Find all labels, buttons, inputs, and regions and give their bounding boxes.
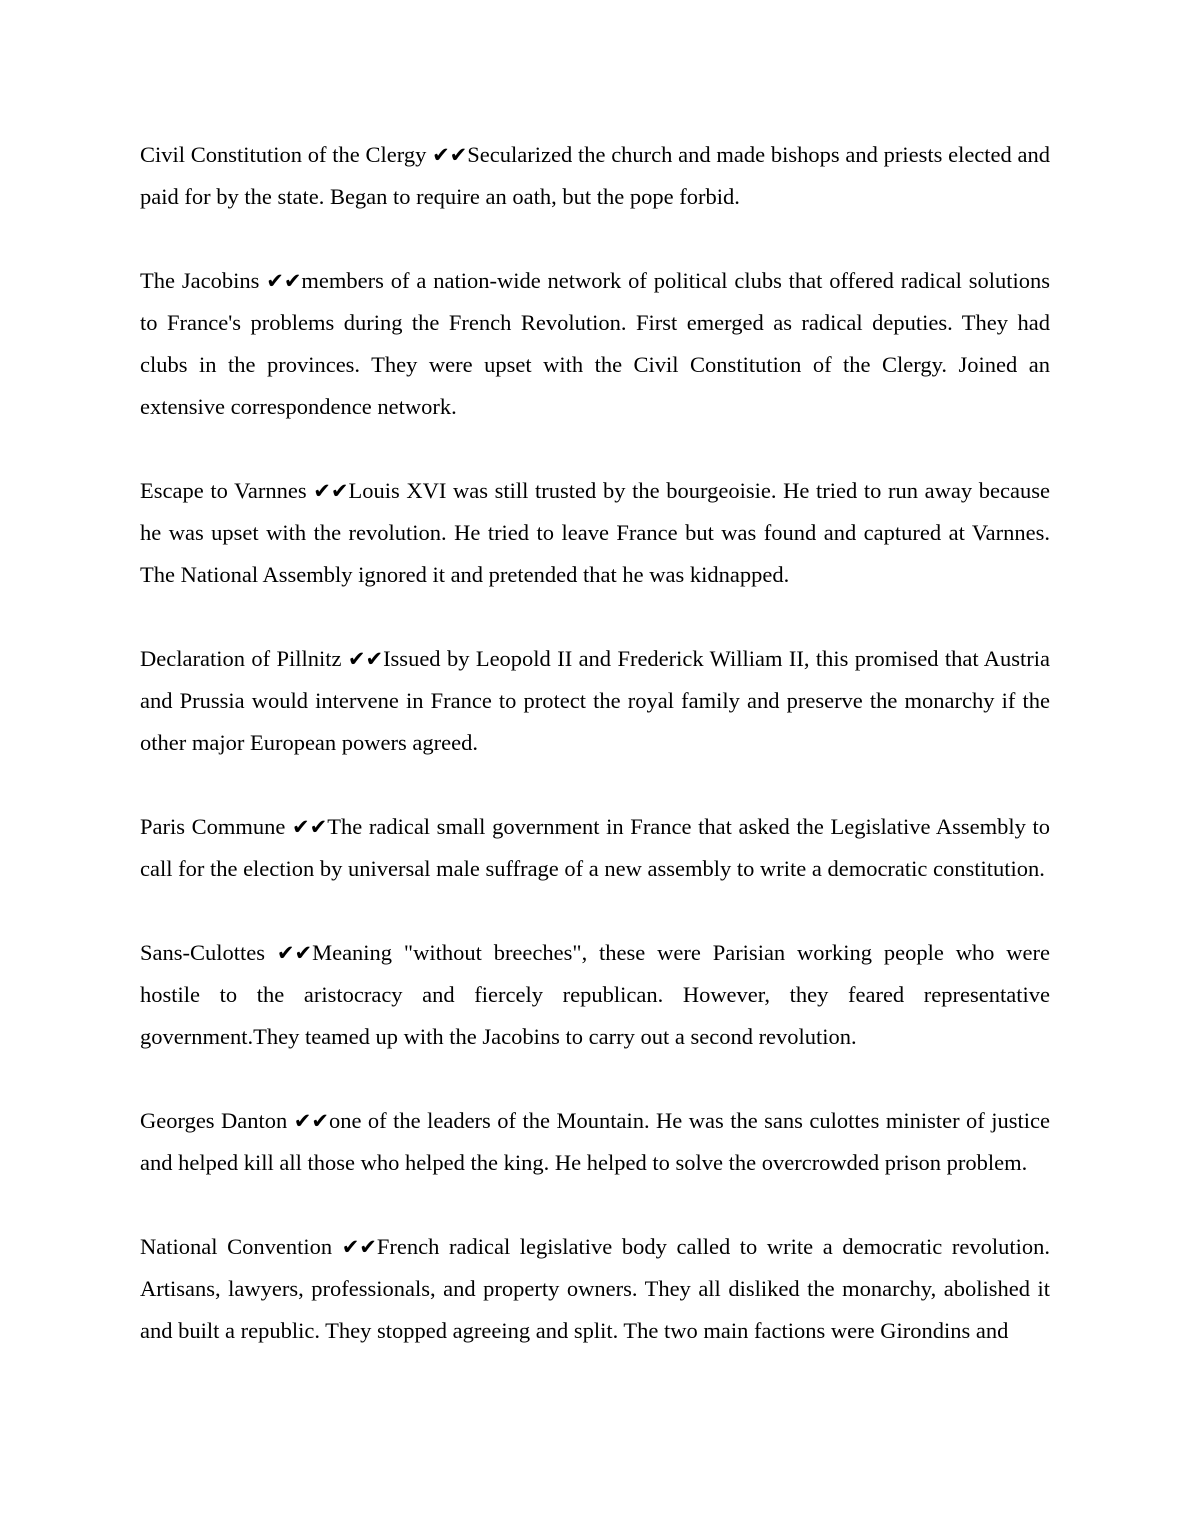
entry-civil-constitution [140, 134, 1050, 218]
entry-paris-commune [140, 806, 1050, 890]
double-check-icon: ✔✔ [347, 647, 384, 671]
entry-definition: Secularized the church and made bishops and priests elected and paid for by the state. Began to require an oath, but the pope forbid. [140, 142, 1051, 209]
double-check-icon: ✔✔ [276, 941, 313, 965]
entry-term: Paris Commune [140, 814, 286, 839]
entry-term: Sans-Culottes [140, 940, 266, 965]
entry-danton [140, 1100, 1050, 1184]
document-page [140, 134, 1050, 1394]
entry-term: Georges Danton [140, 1108, 288, 1133]
entry-national-convention [140, 1226, 1050, 1352]
entry-jacobins [140, 260, 1050, 428]
entry-term: Civil Constitution of the Clergy [140, 142, 427, 167]
entry-definition: members of a nation-wide network of political clubs that offered radical solutions to France's problems during the French Revolution. First emerged as radical deputies. They had clubs in the provinces. They were upset with the Civil Constitution of the Clergy. Joined an extensive correspondence network. [140, 268, 1051, 419]
entry-pillnitz [140, 638, 1050, 764]
double-check-icon: ✔✔ [341, 1235, 377, 1259]
entry-definition: Issued by Leopold II and Frederick William II, this promised that Austria and Prussia would intervene in France to protect the royal family and preserve the monarchy if the other major European powers agreed. [140, 646, 1050, 755]
entry-definition: Meaning "without breeches", these were Parisian working people who were hostile to the aristocracy and fiercely republican. However, they feared representative government.They teamed up with the Jacobins to carry out a second revolution. [140, 940, 1050, 1049]
double-check-icon: ✔✔ [293, 1109, 329, 1133]
entry-definition: one of the leaders of the Mountain. He was the sans culottes minister of justice and helped kill all those who helped the king. He helped to solve the overcrowded prison problem. [140, 1108, 1050, 1175]
entry-definition: Louis XVI was still trusted by the bourgeoisie. He tried to run away because he was upset with the revolution. He tried to leave France but was found and captured at Varnnes. The National Assembly ignored it and pretended that he was kidnapped. [140, 478, 1050, 587]
entry-definition: The radical small government in France that asked the Legislative Assembly to call for the election by universal male suffrage of a new assembly to write a democratic constitution. [140, 814, 1050, 881]
entry-definition: French radical legislative body called to write a democratic revolution. Artisans, lawyers, professionals, and property owners. They all disliked the monarchy, abolished it and built a republic. They stopped agreeing and split. The two main factions were Girondins and [140, 1234, 1051, 1343]
entry-sans-culottes [140, 932, 1050, 1058]
entry-term: Declaration of Pillnitz [140, 646, 342, 671]
entry-term: National Convention [140, 1234, 333, 1259]
entry-term: The Jacobins [140, 268, 260, 293]
entry-escape-varnnes [140, 470, 1050, 596]
double-check-icon: ✔✔ [266, 269, 302, 293]
double-check-icon: ✔✔ [432, 143, 468, 167]
double-check-icon: ✔✔ [313, 479, 349, 503]
entry-term: Escape to Varnnes [140, 478, 307, 503]
double-check-icon: ✔✔ [292, 815, 328, 839]
